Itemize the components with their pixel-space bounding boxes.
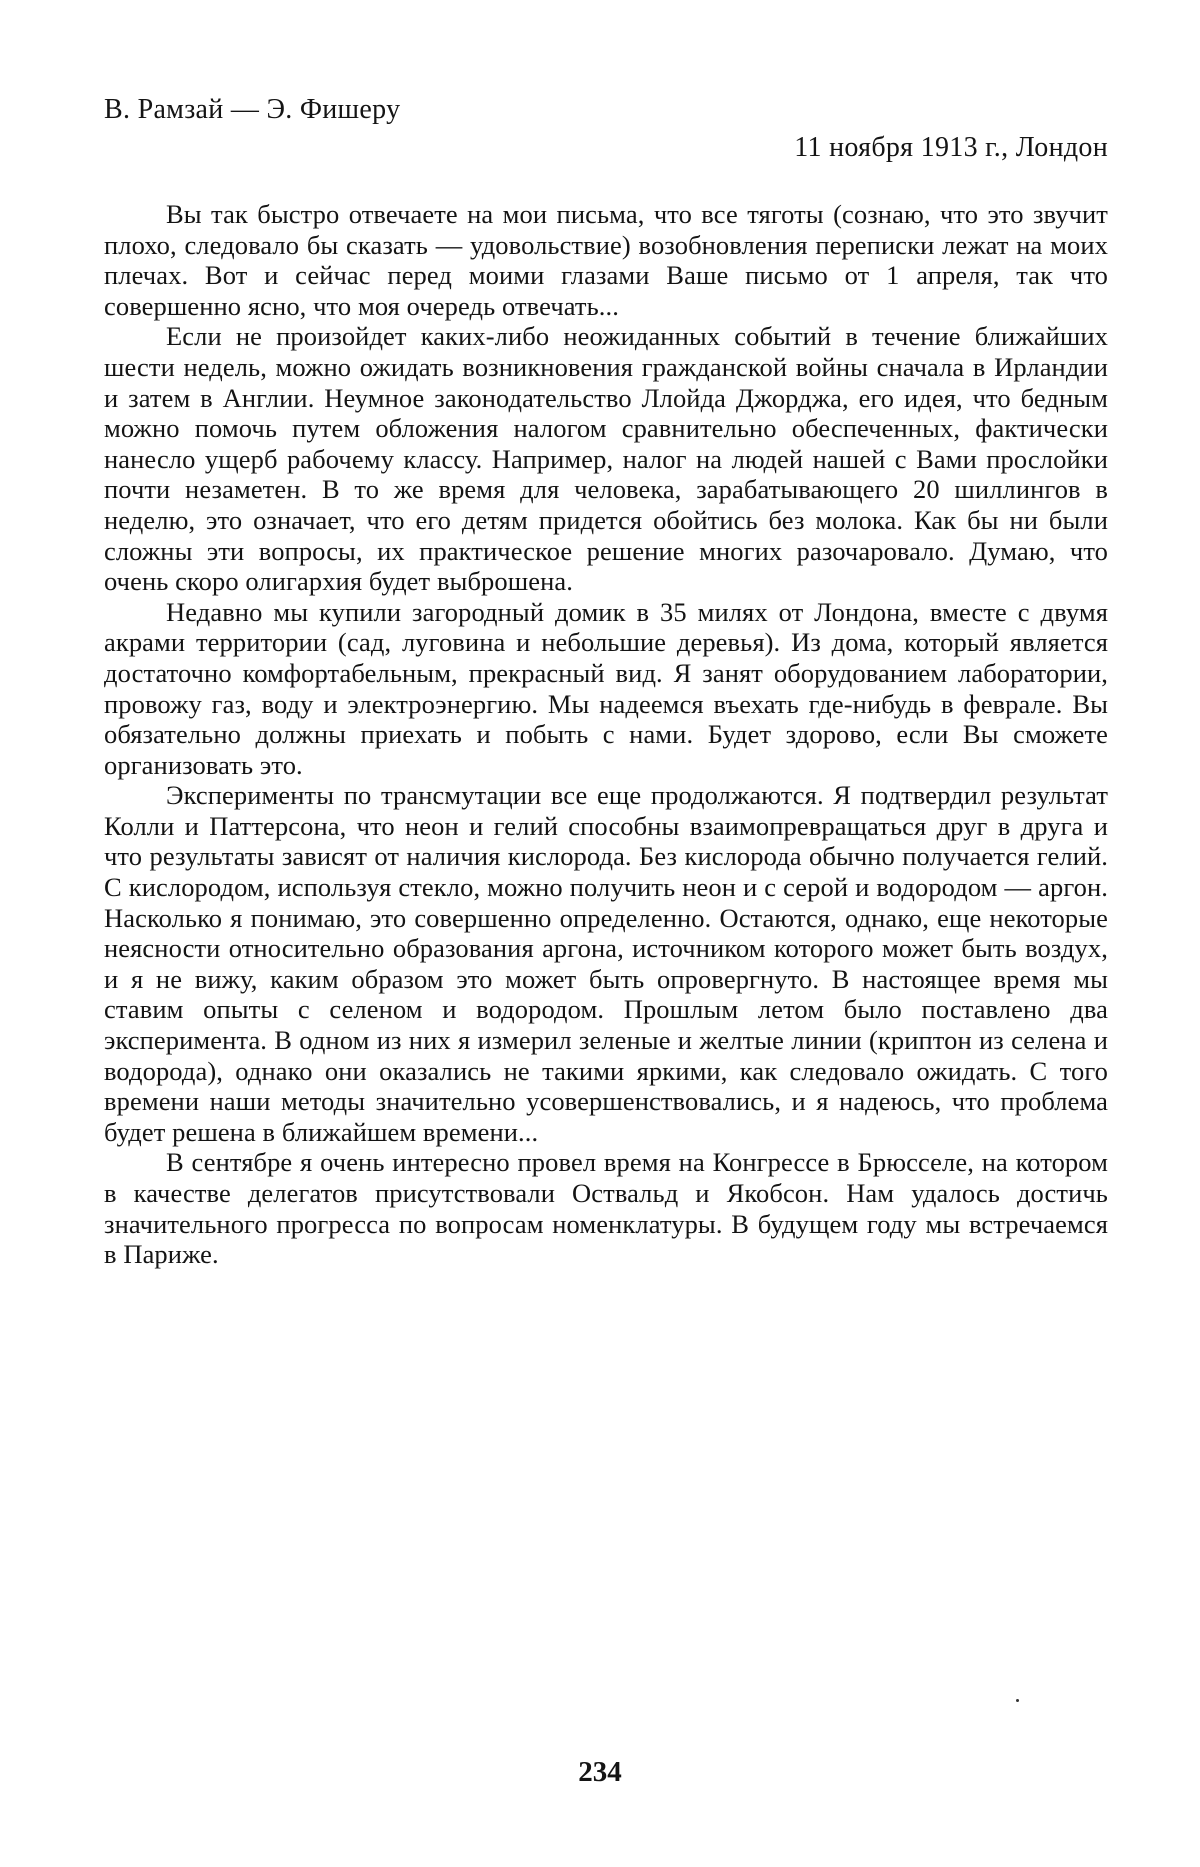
letter-date: 11 ноября 1913 г., Лондон [794, 132, 1108, 163]
page-number: 234 [578, 1756, 622, 1788]
paragraph-house: Недавно мы купили загородный домик в 35 милях от Лондона, вместе с двумя акрами территории (сад, луговина и небольшие деревья). Из дома, который является достаточно комфортабельным, прекрасный вид. Я занят оборудованием лаборатории, провожу газ, воду и электроэнергию. Мы надеемся въехать где-нибудь в феврале. Вы обязательно должны приехать и побыть с нами. Будет здорово, если Вы сможете организовать это. [104, 596, 1108, 780]
paragraph-politics: Если не произойдет каких-либо неожиданных событий в течение ближайших шести недель, можно ожидать возникновения гражданской войны сначала в Ирландии и затем в Англии. Неумное законодательство Ллойда Джорджа, его идея, что бедным можно помочь путем обложения налогом сравнительно обеспеченных, фактически нанесло ущерб рабочему классу. Например, налог на людей нашей с Вами прослойки почти незаметен. В то же время для человека, зарабатывающего 20 шиллингов в неделю, это означает, что его детям придется обойтись без молока. Как бы ни были сложны эти вопросы, их практическое решение многих разочаровало. Думаю, что очень скоро олигархия будет выброшена. [104, 321, 1108, 597]
letter-body [104, 199, 1108, 1270]
paragraph-experiments: Эксперименты по трансмутации все еще продолжаются. Я подтвердил результат Колли и Паттерсона, что неон и гелий способны взаимопревращаться друг в друга и что результаты зависят от наличия кислорода. Без кислорода обычно получается гелий. С кислородом, используя стекло, можно получить неон и с серой и водородом — аргон. Насколько я понимаю, это совершенно определенно. Остаются, однако, еще некоторые неясности относительно образования аргона, источником которого может быть воздух, и я не вижу, каким образом это может быть опровергнуто. В настоящее время мы ставим опыты с селеном и водородом. Прошлым летом было поставлено два эксперимента. В одном из них я измерил зеленые и желтые линии (криптон из селена и водорода), однако они оказались не такими яркими, как следовало ожидать. С того времени наши методы значительно усовершенствовались, и я надеюсь, что проблема будет решена в ближайшем времени... [104, 780, 1108, 1147]
paragraph-congress: В сентябре я очень интересно провел время на Конгрессе в Брюсселе, на котором в качестве делегатов присутствовали Оствальд и Якобсон. Нам удалось достичь значительного прогресса по вопросам номенклатуры. В будущем году мы встречаемся в Париже. [104, 1147, 1108, 1270]
paragraph-reply: Вы так быстро отвечаете на мои письма, что все тяготы (сознаю, что это звучит плохо, следовало бы сказать — удовольствие) возобновления переписки лежат на моих плечах. Вот и сейчас перед моими глазами Ваше письмо от 1 апреля, так что совершенно ясно, что моя очередь отвечать... [104, 199, 1108, 321]
letter-heading: В. Рамзай — Э. Фишеру [104, 94, 401, 125]
print-speck [1016, 1699, 1019, 1702]
